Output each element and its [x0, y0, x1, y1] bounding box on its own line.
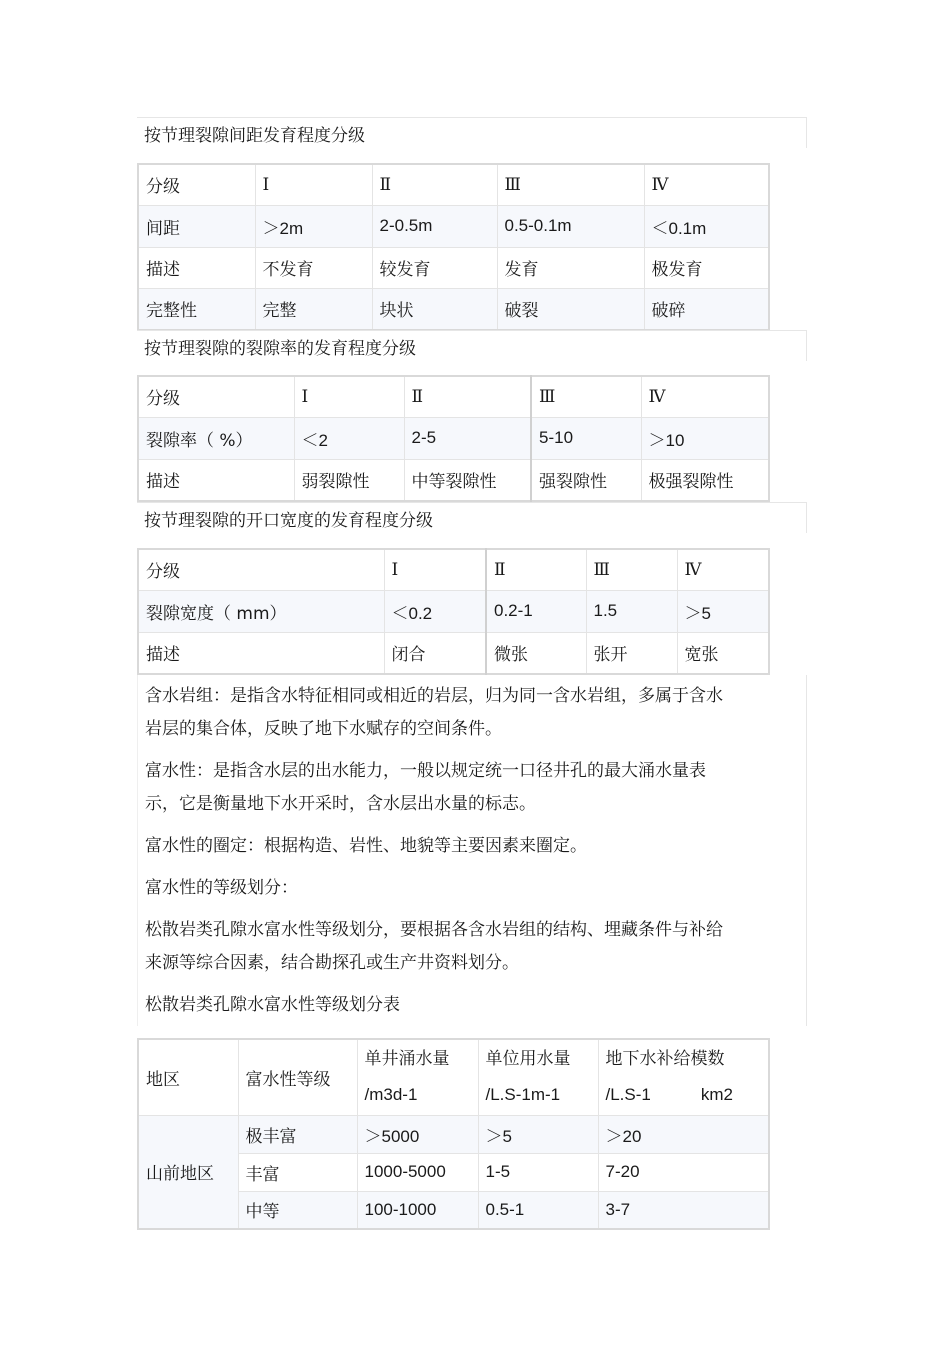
table-cell: Ⅳ: [677, 549, 769, 590]
table-cell: 描述: [138, 247, 255, 288]
table-cell: 7-20: [598, 1153, 769, 1191]
table-cell: 描述: [138, 632, 384, 674]
table-cell: 丰富: [238, 1153, 357, 1191]
table-cell: 裂隙率（ %）: [138, 417, 294, 459]
table-cell: ＞5: [677, 590, 769, 632]
table-cell: 1000-5000: [357, 1153, 478, 1191]
water-richness-table: [137, 1038, 770, 1230]
table-cell: Ⅳ: [641, 376, 769, 417]
table-cell: Ⅱ: [372, 164, 497, 205]
table-cell: 裂隙宽度（ mm）: [138, 590, 384, 632]
section-heading-opening-width: [137, 502, 807, 533]
paragraph-water-richness: 富水性：是指含水层的出水能力，一般以规定统一口径井孔的最大涌水量表示，它是衡量地下水开采时，含水层出水量的标志。: [145, 761, 706, 814]
text-block: [137, 675, 807, 1026]
table-cell: 强裂隙性: [531, 459, 641, 501]
table-cell: 极丰富: [238, 1115, 357, 1153]
table-cell: ＞5000: [357, 1115, 478, 1153]
table-cell: ＜0.1m: [644, 205, 769, 247]
table-cell: 块状: [372, 288, 497, 330]
table-cell: 中等裂隙性: [404, 459, 531, 501]
table-cell: Ⅲ: [531, 376, 641, 417]
opening-width-table: [137, 548, 770, 675]
table-cell: 0.5-0.1m: [497, 205, 644, 247]
table-cell: ＜0.2: [384, 590, 486, 632]
spacing-grade-table: [137, 163, 770, 331]
table-cell: 分级: [138, 164, 255, 205]
table-cell: 闭合: [384, 632, 486, 674]
header-unit: [606, 1077, 762, 1113]
table-cell: Ⅳ: [644, 164, 769, 205]
paragraph-grading: 富水性的等级划分：: [145, 878, 298, 898]
table-cell: ＞20: [598, 1115, 769, 1153]
table-cell: Ⅰ: [384, 549, 486, 590]
header-unit: /L.S-1m-1: [485, 1085, 561, 1105]
table-cell: 间距: [138, 205, 255, 247]
header-unit-part: km2: [700, 1085, 733, 1105]
table-cell: ＞5: [478, 1115, 598, 1153]
header-recharge-modulus: [598, 1039, 769, 1115]
header-region: 地区: [138, 1039, 238, 1115]
table-cell: 宽张: [677, 632, 769, 674]
table-cell: 较发育: [372, 247, 497, 288]
table-cell: 极发育: [644, 247, 769, 288]
table-cell: 0.5-1: [478, 1191, 598, 1229]
table-cell: 弱裂隙性: [294, 459, 404, 501]
header-unit-part: /L.S-1: [605, 1085, 651, 1105]
table-cell: 描述: [138, 459, 294, 501]
paragraph-delineation: 富水性的圈定：根据构造、岩性、地貌等主要因素来圈定。: [145, 836, 587, 856]
table-cell: Ⅱ: [404, 376, 531, 417]
table-cell: 100-1000: [357, 1191, 478, 1229]
paragraph-loose-rock-grading: 松散岩类孔隙水富水性等级划分，要根据各含水岩组的结构、埋藏条件与补给来源等综合因素，结合勘探孔或生产井资料划分。: [145, 920, 723, 973]
table-cell: 分级: [138, 549, 384, 590]
table-cell: 中等: [238, 1191, 357, 1229]
header-unit: /m3d-1: [364, 1085, 418, 1105]
table-cell: ＞2m: [255, 205, 372, 247]
header-line: 地下水补给模数: [605, 1049, 725, 1070]
header-line: 单井涌水量: [364, 1049, 450, 1070]
table-cell: 破裂: [497, 288, 644, 330]
table-cell: ＜2: [294, 417, 404, 459]
header-unit-yield: [478, 1039, 598, 1115]
table-cell: Ⅲ: [586, 549, 677, 590]
table-cell: ＞10: [641, 417, 769, 459]
paragraph-aquifer-group: 含水岩组：是指含水特征相同或相近的岩层，归为同一含水岩组，多属于含水岩层的集合体，反映了地下水赋存的空间条件。: [145, 686, 723, 739]
table-cell: 5-10: [531, 417, 641, 459]
table-cell: 张开: [586, 632, 677, 674]
table-cell: 完整: [255, 288, 372, 330]
table-cell: Ⅱ: [486, 549, 586, 590]
table-cell: 1.5: [586, 590, 677, 632]
table-cell: 0.2-1: [486, 590, 586, 632]
section-heading-spacing: [137, 117, 807, 148]
region-cell: 山前地区: [138, 1115, 238, 1229]
table-cell: 2-5: [404, 417, 531, 459]
header-well-yield: [357, 1039, 478, 1115]
section-title: 按节理裂隙间距发育程度分级: [144, 125, 365, 146]
table-cell: 微张: [486, 632, 586, 674]
table-cell: 破碎: [644, 288, 769, 330]
table-cell: 分级: [138, 376, 294, 417]
table-cell: 2-0.5m: [372, 205, 497, 247]
section-title: 按节理裂隙的裂隙率的发育程度分级: [144, 338, 416, 359]
table-cell: 不发育: [255, 247, 372, 288]
table-cell: Ⅲ: [497, 164, 644, 205]
table-caption: 松散岩类孔隙水富水性等级划分表: [145, 995, 400, 1015]
table-cell: Ⅰ: [255, 164, 372, 205]
section-heading-fracture-rate: [137, 330, 807, 361]
table-cell: 1-5: [478, 1153, 598, 1191]
table-cell: 完整性: [138, 288, 255, 330]
fracture-rate-table: [137, 375, 770, 502]
section-title: 按节理裂隙的开口宽度的发育程度分级: [144, 510, 433, 531]
table-cell: 3-7: [598, 1191, 769, 1229]
header-line: 单位用水量: [485, 1049, 571, 1070]
table-cell: Ⅰ: [294, 376, 404, 417]
table-cell: 极强裂隙性: [641, 459, 769, 501]
header-grade: 富水性等级: [238, 1039, 357, 1115]
table-cell: 发育: [497, 247, 644, 288]
